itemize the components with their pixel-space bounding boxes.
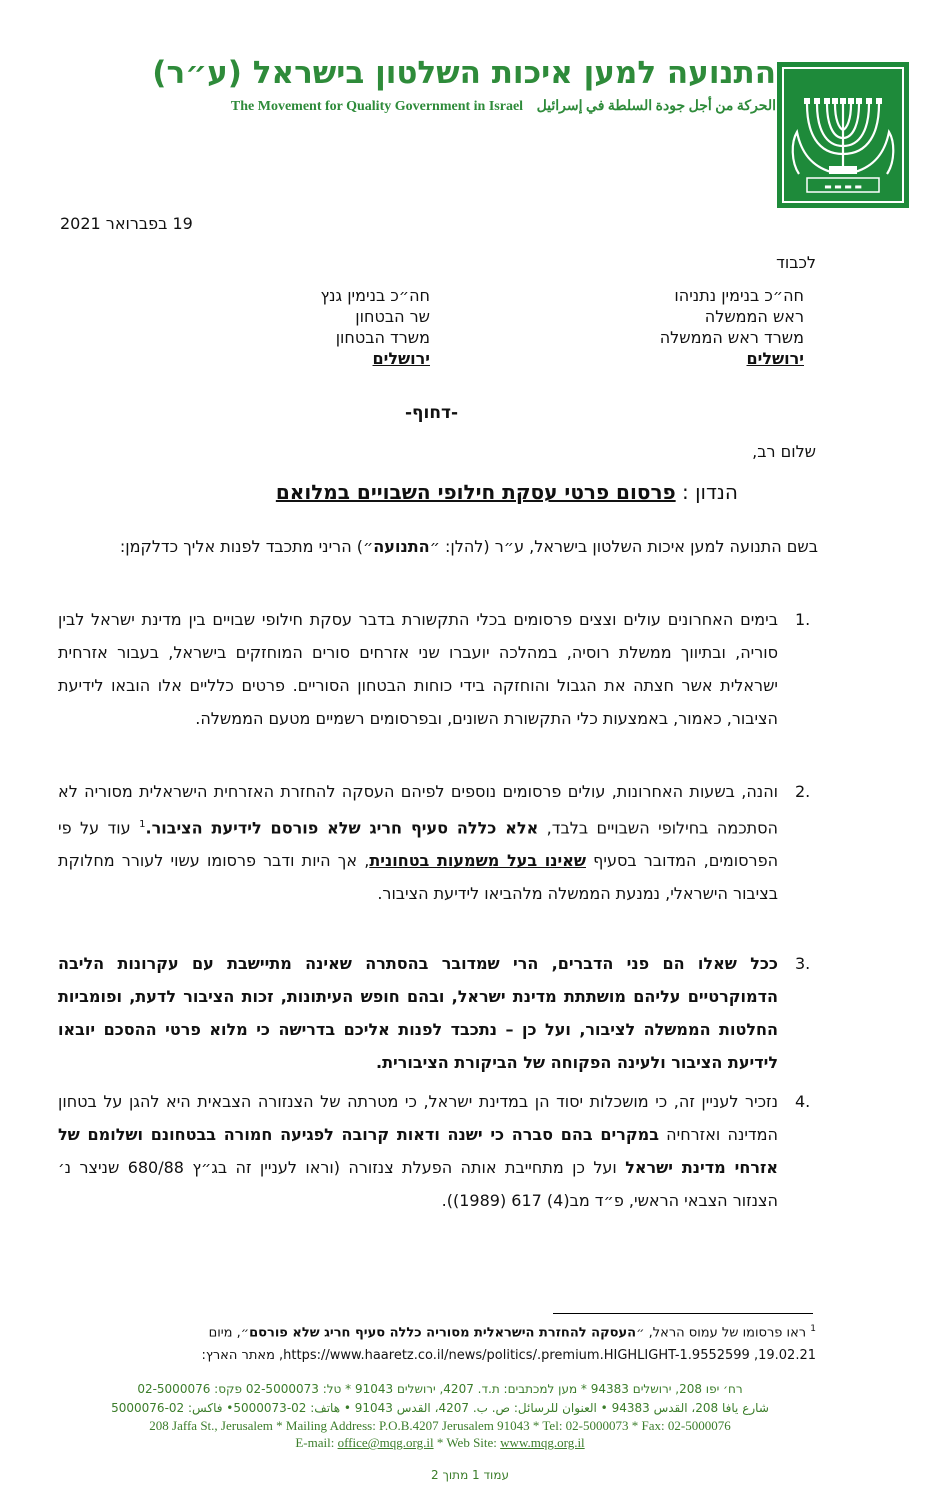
- recipient-pm-title: ראש הממשלה: [704, 307, 804, 326]
- paragraph-2-text-a: והנה, בשעות האחרונות, עולים פרסומים נוספים לפיהם העסקה להחזרת האזרחית הישראלית מסוריה לא הסתכמה בחילופי השבויים בלבד,: [58, 782, 779, 838]
- recipient-defense-title: שר הבטחון: [355, 307, 430, 326]
- paragraph-3: ככל שאלו הם פני הדברים, הרי שמדובר בהסתרה שאינה מתיישבת עם עקרונות הליבה הדמוקרטיים עליהם מושתתת מדינת ישראל, ובהם חופש העיתונות, זכות הציבור לדעת, ופומביות החלטות הממשלה לציבור, ועל כן – נתכבד לפנות אליכם בדרישה כי מלוא פרטי ההסכם יובאו לידיעת הציבור ולעינה הפקוחה של הביקורת הציבורית.: [58, 954, 778, 1072]
- address-arabic: شارع يافا 208، القدس 94383 • العنوان للرسائل: ص. ب. 4207، القدس 91043 • هاتف: 02-5000073• فاكس: 02-5000076: [111, 1401, 769, 1415]
- paragraph-2-text-b: עוד על פי הפרסומים, המדובר בסעיף: [58, 818, 779, 871]
- recipient-defense-city: ירושלים: [372, 349, 430, 368]
- org-name-subtitle: [231, 98, 776, 115]
- greeting: שלום רב,: [752, 442, 816, 461]
- letter-date: 19 בפברואר 2021: [60, 214, 193, 233]
- paragraph-2-bold-underlined: שאינו בעל משמעות בטחונית: [369, 851, 586, 871]
- footnote-1: [209, 1324, 816, 1340]
- salutation-to: לכבוד: [776, 253, 816, 272]
- paragraph-3-number: 3.: [795, 954, 811, 973]
- recipient-pm-city: ירושלים: [746, 349, 804, 368]
- recipient-defense-name: חה״כ בנימין גנץ: [320, 286, 430, 305]
- paragraph-4-number: 4.: [795, 1092, 811, 1111]
- footnote-text-a: ראו פרסומו של עמוס הראל, ״: [636, 1325, 807, 1341]
- paragraph-2-text-c: , אך היות ודבר פרסומו עשוי לעורר מחלוקת בציבור הישראלי, נמנעת הממשלה מלהביאו לידיעת הציבור.: [58, 851, 778, 904]
- paragraph-4-text-b: ועל כן מתחייבת אותה הפעלת צנזורה (וראו לעניין זה בג״ץ 680/88 שניצר נ׳ הצנזור הצבאי הראשי, פ״ד מב(4) 617 (1989)).: [58, 1158, 778, 1210]
- paragraph-2: [58, 775, 778, 910]
- intro-paragraph: [58, 530, 818, 563]
- recipient-pm-name: חה״כ בנימין נתניהו: [674, 286, 804, 305]
- subject-label: הנדון :: [682, 480, 738, 504]
- footnote-bold: העסקה להחזרת הישראלית מסוריה כללה סעיף חריג שלא פורסם: [249, 1325, 637, 1341]
- footnote-number: 1: [810, 1324, 816, 1334]
- paragraph-1-number: 1.: [795, 610, 811, 629]
- paragraph-2-number: 2.: [795, 782, 811, 801]
- recipient-pm-office: משרד ראש הממשלה: [659, 328, 804, 347]
- intro-bold: התנועה: [373, 537, 430, 556]
- website-label: * Web Site:: [436, 1435, 497, 1450]
- page-number: עמוד 1 מתוך 2: [431, 1468, 509, 1482]
- contact-line: [80, 1435, 800, 1451]
- urgent-label: -דחוף-: [405, 403, 459, 423]
- paragraph-4-bold: במקרים בהם סברה כי ישנה ודאות קרובה לפגיעה חמורה בבטחונם ושלומם של אזרחי מדינת ישראל: [58, 1125, 779, 1177]
- recipient-defense-office: משרד הבטחון: [335, 328, 430, 347]
- address-hebrew: רח׳ יפו 208, ירושלים 94383 * מען למכתבים: ת.ד. 4207, ירושלים 91043 * טל: 02-5000073 פקס: 02-5000076: [137, 1382, 743, 1396]
- footnote-text-b: ״, מיום: [208, 1325, 250, 1341]
- address-english: 208 Jaffa St., Jerusalem * Mailing Address: P.O.B.4207 Jerusalem 91043 * Tel: 02-5000073 * Fax: 02-5000076: [149, 1418, 731, 1433]
- menorah-hands-emblem-icon: [777, 62, 909, 208]
- email-label: E-mail:: [295, 1435, 335, 1450]
- footnote-ref-1[interactable]: 1: [139, 819, 146, 830]
- svg-text:▬ ▬ ▬ ▬: ▬ ▬ ▬ ▬: [824, 182, 862, 191]
- paragraph-4: [58, 1085, 778, 1217]
- org-name-english: The Movement for Quality Government in Israel: [230, 99, 524, 114]
- intro-text-2: ״) הריני מתכבד לפנות אליך כדלקמן:: [119, 537, 374, 556]
- subject-line: [276, 480, 738, 504]
- recipient-defense: [320, 285, 430, 369]
- intro-text-1: בשם התנועה למען איכות השלטון בישראל, ע״ר (להלן: ״: [429, 537, 818, 556]
- paragraph-4-text-a: נזכיר לעניין זה, כי מושכלות יסוד הן במדינת ישראל, כי מטרתה של הצנזורה הצבאית היא להגן על בטחון המדינה ואזרחיה: [58, 1092, 778, 1144]
- subject-text: פרסום פרטי עסקת חילופי השבויים במלואם: [275, 480, 676, 504]
- website-link[interactable]: www.mqg.org.il: [500, 1435, 585, 1450]
- footnote-divider: [553, 1313, 813, 1314]
- org-name-hebrew: התנועה למען איכות השלטון בישראל (ע״ר): [152, 55, 776, 91]
- paragraph-1: בימים האחרונים עולים וצצים פרסומים בכלי התקשורת בדבר עסקת חילופי שבויים בין מדינת ישראל לבין סוריה, ובתיווך ממשלת רוסיה, במהלכה יועברו שני אזרחים סורים המוחזקים בישראל, בעבור אזרחית ישראלית אשר חצתה את הגבול והוחזקה בידי כוחות הבטחון הסוריים. פרטים כלליים אלו הובאו לידיעת הציבור, כאמור, באמצעות כלי התקשורת השונים, ובפרסומים רשמיים מטעם הממשלה.: [58, 610, 778, 728]
- org-name-arabic: الحركة من أجل جودة السلطة في إسرائيل: [536, 99, 776, 114]
- paragraph-2-bold: אלא כללה סעיף חריג שלא פורסם לידיעת הציבור.: [145, 818, 539, 838]
- email-link[interactable]: office@mqg.org.il: [337, 1435, 434, 1450]
- footnote-1-source: https://www.haaretz.co.il/news/politics/.premium.HIGHLIGHT-1.9552599 ,19.02.21, מאתר הארץ:: [201, 1348, 816, 1363]
- logo: [777, 62, 909, 208]
- recipient-pm: [660, 285, 804, 369]
